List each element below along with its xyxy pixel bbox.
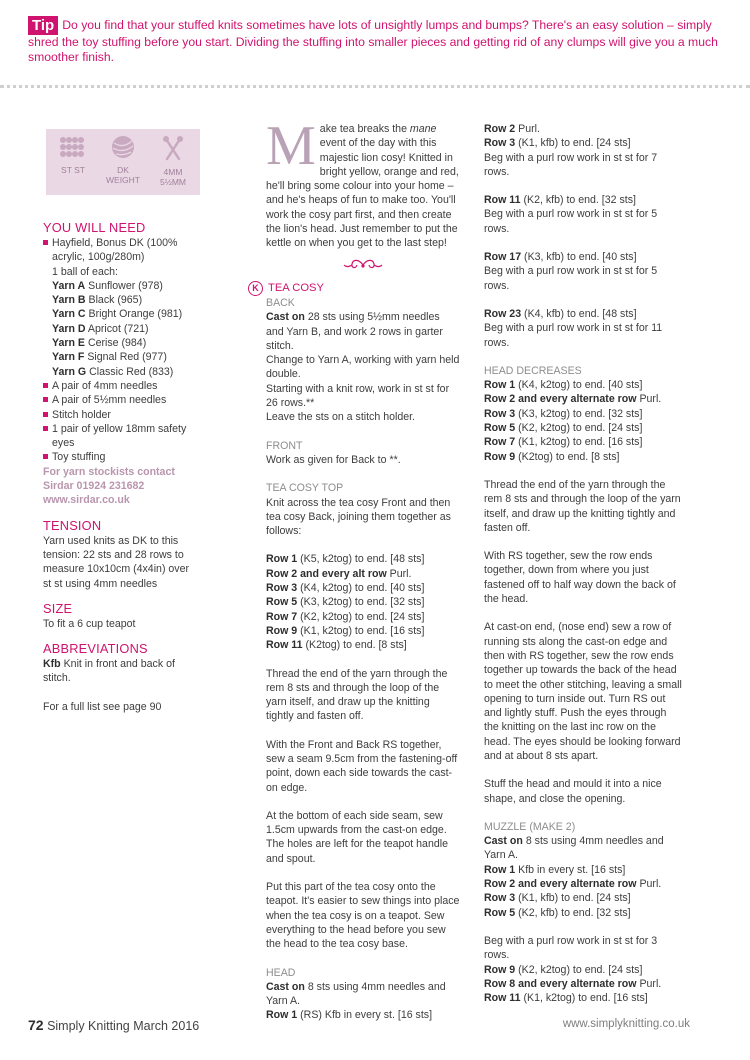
back-instruction: Starting with a knit row, work in st st for 26 rows.**	[266, 382, 450, 410]
muzzle-heading: MUZZLE (MAKE 2)	[484, 820, 576, 833]
website-link[interactable]: www.simplyknitting.co.uk	[562, 1018, 690, 1030]
pattern-row: Row 1 (K5, k2tog) to end. [48 sts]	[266, 553, 425, 566]
tip-box	[28, 16, 728, 65]
needles-label-1: 4MM	[163, 167, 183, 177]
instruction-paragraph: Stuff the head and mould it into a nice shape, and close the opening.	[484, 778, 662, 805]
weight-label-2: WEIGHT	[106, 175, 140, 185]
head-heading: HEAD	[266, 966, 296, 979]
dotted-divider	[0, 85, 750, 88]
yarn-line: Yarn B Black (965)	[52, 294, 143, 307]
right-column	[484, 122, 684, 1005]
back-instruction: Change to Yarn A, working with yarn held double.	[266, 354, 460, 381]
yarn-line: Yarn E Cerise (984)	[52, 337, 147, 350]
tension-text: Yarn used knits as DK to this tension: 22 sts and 28 rows to measure 10x10cm (4x4in) over st st using 4mm needles	[43, 534, 190, 590]
flourish-icon	[343, 259, 383, 271]
instruction-paragraph: Beg with a purl row work in st st for 5 rows.	[484, 265, 658, 292]
back-heading: BACK	[266, 296, 295, 309]
pattern-row: Row 9 (K1, k2tog) to end. [16 sts]	[266, 624, 425, 637]
instruction-paragraph: Beg with a purl row work in st st for 3 rows.	[484, 934, 658, 962]
tea-cosy-top-heading: TEA COSY TOP	[266, 482, 344, 495]
pattern-row: Row 3 (K1, kfb) to end. [24 sts]	[484, 137, 631, 150]
needed-item: Toy stuffing	[43, 450, 193, 464]
yarn-line: Yarn D Apricot (721)	[52, 322, 149, 335]
ball-of-each: 1 ball of each:	[52, 265, 118, 278]
yarn-line: Yarn A Sunflower (978)	[52, 279, 163, 292]
pattern-row: Row 11 (K2, kfb) to end. [32 sts]	[484, 194, 636, 207]
stitch-info	[48, 135, 98, 175]
pattern-row: Row 3 (K1, kfb) to end. [24 sts]	[484, 892, 631, 905]
size-heading: SIZE	[43, 600, 73, 616]
pattern-row: Row 11 (K1, k2tog) to end. [16 sts]	[484, 992, 648, 1005]
tip-badge: Tip	[28, 16, 58, 35]
tension-heading: TENSION	[43, 517, 102, 533]
tea-cosy-heading: K TEA COSY	[266, 281, 460, 296]
instruction-paragraph: Put this part of the tea cosy onto the teapot. It's easier to sew things into place when the tea cosy is on a teapot. Sew everything to the head before you sew the head to the tea cosy base.	[266, 881, 460, 951]
instruction-paragraph: Beg with a purl row work in st st for 11 rows.	[484, 322, 663, 349]
weight-info	[98, 135, 148, 185]
tip-text: Do you find that your stuffed knits sometimes have lots of unsightly lumps and bumps? There's an easy solution – simply shred the toy stuffing before you start. Dividing the stuffing into smaller pieces and getting rid of any clumps will give you a much smoother finish.	[28, 18, 718, 64]
pattern-row: Row 1 (K4, k2tog) to end. [40 sts]	[484, 379, 643, 392]
needed-item: A pair of 4mm needles	[43, 379, 193, 393]
pattern-row: Row 7 (K2, k2tog) to end. [24 sts]	[266, 610, 425, 623]
full-list-note: For a full list see page 90	[43, 700, 162, 713]
yarn-line: Yarn F Signal Red (977)	[52, 351, 167, 364]
stockist-contact: For yarn stockists contact Sirdar 01924 231682 www.sirdar.co.uk	[43, 465, 175, 507]
pattern-row: Row 2 and every alt row Purl.	[266, 567, 412, 580]
pattern-row: Row 5 (K3, k2tog) to end. [32 sts]	[266, 596, 425, 609]
instruction-paragraph: Beg with a purl row work in st st for 7 rows.	[484, 151, 658, 178]
pattern-row: Row 2 and every alternate row Purl.	[484, 878, 662, 891]
instruction-paragraph: With RS together, sew the row ends together, down from where you just fastened off to half way down the back of the head.	[484, 550, 676, 606]
tea-cosy-top-intro: Knit across the tea cosy Front and then tea cosy Back, joining them together as follows:	[266, 496, 451, 538]
page-number: 72	[28, 1017, 44, 1033]
pattern-row: Row 5 (K2, k2tog) to end. [24 sts]	[484, 422, 643, 435]
needed-item: 1 pair of yellow 18mm safety eyes	[43, 422, 193, 451]
needle-info	[148, 135, 198, 187]
pattern-row: Row 1 Kfb in every st. [16 sts]	[484, 863, 626, 876]
needles-icon	[160, 135, 186, 161]
head-decreases-heading: HEAD DECREASES	[484, 364, 582, 377]
instruction-paragraph: At cast-on end, (nose end) sew a row of running sts along the cast-on edge and then with RS together, sew the row ends together up towards the back of the head to meet the other stitching, leaving a small opening to turn inside out. Turn RS out and lightly stuff. Push the eyes through the knitting on the last inc row on the head. The eyes should be looking forward and at about 8 sts apart.	[484, 621, 682, 762]
instruction-paragraph: Thread the end of the yarn through the rem 8 sts and through the loop of the yarn itself, and draw up the knitting tightly and fasten off.	[484, 478, 681, 534]
ornament-divider	[266, 259, 460, 275]
needed-item: Stitch holder	[43, 408, 193, 422]
page-footer	[28, 1017, 199, 1033]
pattern-row: Row 23 (K4, kfb) to end. [48 sts]	[484, 307, 637, 320]
front-heading: FRONT	[266, 439, 303, 452]
pattern-row: Row 3 (K3, k2tog) to end. [32 sts]	[484, 407, 643, 420]
needed-item: A pair of 5½mm needles	[43, 393, 193, 407]
yarn-line: Yarn G Classic Red (833)	[52, 365, 174, 378]
pattern-row: Row 1 (RS) Kfb in every st. [16 sts]	[266, 1009, 433, 1022]
pattern-row: Row 8 and every alternate row Purl.	[484, 977, 662, 990]
pattern-row: Row 11 (K2tog) to end. [8 sts]	[266, 639, 407, 652]
drop-cap: M	[266, 115, 316, 177]
abbreviations-heading: ABBREVIATIONS	[43, 641, 148, 657]
pattern-row: Row 5 (K2, kfb) to end. [32 sts]	[484, 906, 631, 919]
front-text: Work as given for Back to **.	[266, 453, 401, 466]
pattern-row: Row 9 (K2, k2tog) to end. [24 sts]	[484, 963, 643, 976]
pattern-info-box	[46, 129, 200, 195]
yarn-ball-icon	[110, 135, 136, 159]
back-cast-on: Cast on 28 sts using 5½mm needles and Yarn B, and work 2 rows in garter stitch.	[266, 311, 443, 352]
weight-label-1: DK	[117, 165, 129, 175]
knit-k-badge: K	[248, 281, 263, 296]
pattern-row: Row 17 (K3, kfb) to end. [40 sts]	[484, 251, 637, 264]
pattern-row: Row 7 (K1, k2tog) to end. [16 sts]	[484, 436, 643, 449]
middle-column	[252, 115, 460, 1023]
pattern-row: Row 2 Purl.	[484, 123, 540, 135]
stitch-label: ST ST	[61, 165, 85, 175]
instruction-paragraph: Thread the end of the yarn through the rem 8 sts and through the loop of the yarn itself, and draw up the knitting tightly and fasten off.	[266, 667, 448, 723]
head-cast-on: Cast on 8 sts using 4mm needles and Yarn A.	[266, 980, 446, 1008]
pattern-row: Row 9 (K2tog) to end. [8 sts]	[484, 450, 620, 463]
instruction-paragraph: At the bottom of each side seam, sew 1.5cm upwards from the cast-on edge. The holes are left for the teapot handle and spout.	[266, 809, 448, 865]
intro-paragraph: Make tea breaks the mane event of the day with this majestic lion cosy! Knitted in bright yellow, orange and red, he'll bring some colour into your home – and he's heaps of fun to make too. You'll work the cosy part first, and then create the lion's head. Just remember to put the kettle on when you get to the last step!	[266, 115, 459, 250]
you-will-need-heading: YOU WILL NEED	[43, 220, 146, 235]
stitch-swatch-icon	[58, 135, 88, 159]
kfb-abbreviation: Kfb Knit in front and back of stitch.	[43, 658, 175, 685]
pattern-row: Row 3 (K4, k2tog) to end. [40 sts]	[266, 582, 425, 595]
needles-label-2: 5½MM	[160, 177, 186, 187]
yarn-line: Yarn C Bright Orange (981)	[52, 308, 183, 321]
sidebar-column	[43, 220, 193, 714]
muzzle-cast-on: Cast on 8 sts using 4mm needles and Yarn A.	[484, 835, 664, 862]
size-text: To fit a 6 cup teapot	[43, 617, 136, 630]
yarn-intro: Hayfield, Bonus DK (100% acrylic, 100g/280m)	[43, 236, 193, 265]
instruction-paragraph: Beg with a purl row work in st st for 5 rows.	[484, 208, 658, 235]
pattern-row: Row 2 and every alternate row Purl.	[484, 393, 662, 406]
magazine-issue: Simply Knitting March 2016	[47, 1019, 200, 1033]
back-instruction: Leave the sts on a stitch holder.	[266, 411, 415, 424]
instruction-paragraph: With the Front and Back RS together, sew a seam 9.5cm from the fastening-off point, down each side towards the cast-on edge.	[266, 738, 458, 794]
